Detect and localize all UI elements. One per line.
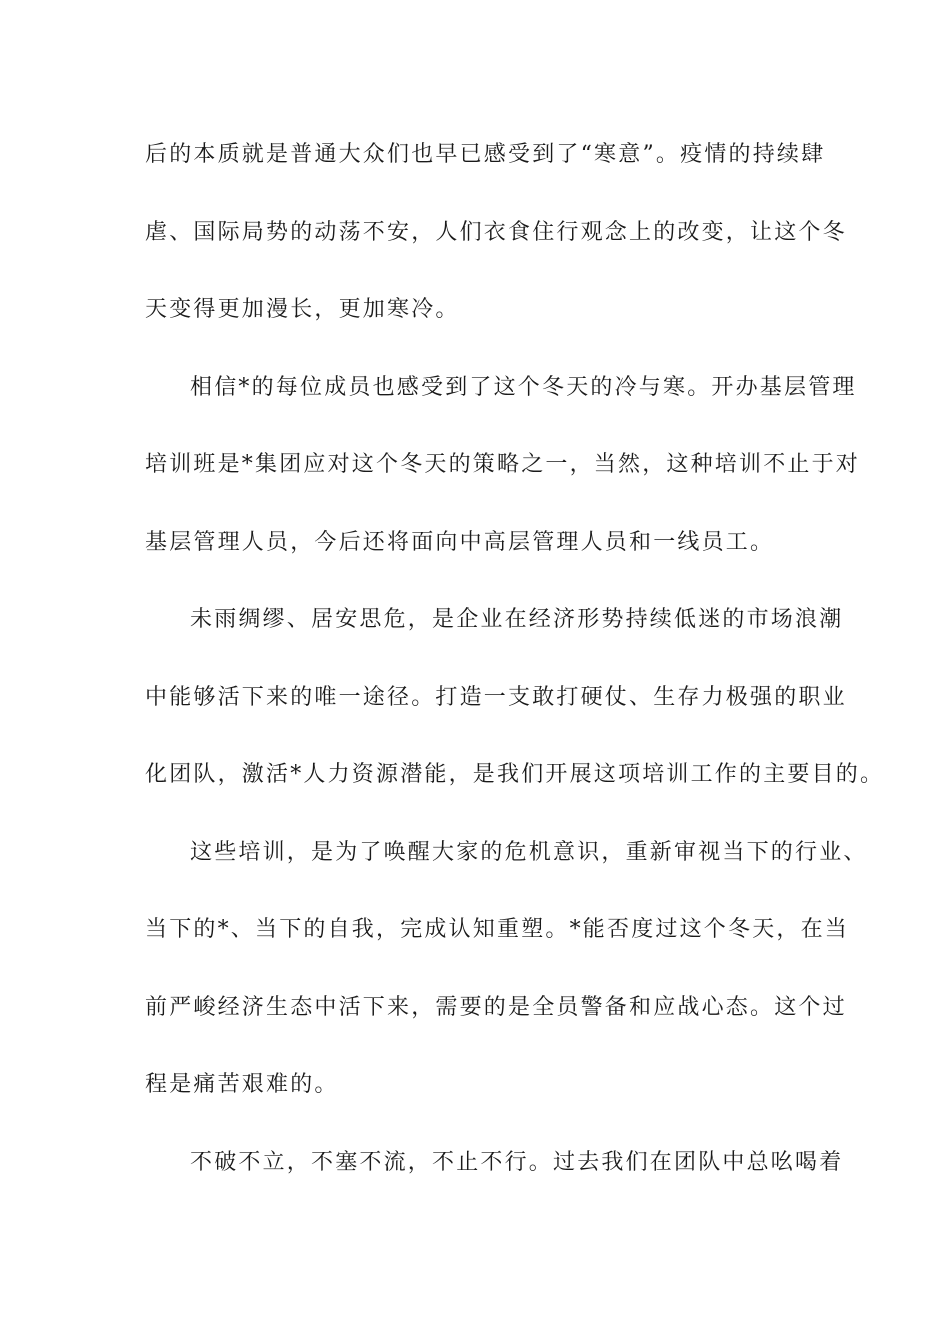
text-line: 天变得更加漫长，更加寒冷。 bbox=[145, 297, 460, 322]
text-line: 培训班是*集团应对这个冬天的策略之一，当然，这种培训不止于对 bbox=[145, 452, 861, 477]
text-line: 当下的*、当下的自我，完成认知重塑。*能否度过这个冬天，在当 bbox=[145, 917, 850, 942]
paragraph-first-line: 这些培训，是为了唤醒大家的危机意识，重新审视当下的行业、 bbox=[190, 840, 868, 865]
text-line: 程是痛苦艰难的。 bbox=[145, 1072, 339, 1097]
paragraph-first-line: 未雨绸缪、居安思危，是企业在经济形势持续低迷的市场浪潮 bbox=[190, 607, 844, 632]
text-line: 基层管理人员，今后还将面向中高层管理人员和一线员工。 bbox=[145, 530, 775, 555]
paragraph-first-line: 相信*的每位成员也感受到了这个冬天的冷与寒。开办基层管理 bbox=[190, 375, 857, 400]
text-line: 化团队，激活*人力资源潜能，是我们开展这项培训工作的主要目的。 bbox=[145, 762, 885, 787]
text-line: 虐、国际局势的动荡不安，人们衣食住行观念上的改变，让这个冬 bbox=[145, 220, 847, 245]
text-line: 中能够活下来的唯一途径。打造一支敢打硬仗、生存力极强的职业 bbox=[145, 685, 847, 710]
text-line: 后的本质就是普通大众们也早已感受到了“寒意”。疫情的持续肆 bbox=[145, 142, 826, 167]
paragraph-first-line: 不破不立，不塞不流，不止不行。过去我们在团队中总吆喝着 bbox=[190, 1150, 844, 1175]
text-line: 前严峻经济生态中活下来，需要的是全员警备和应战心态。这个过 bbox=[145, 995, 847, 1020]
